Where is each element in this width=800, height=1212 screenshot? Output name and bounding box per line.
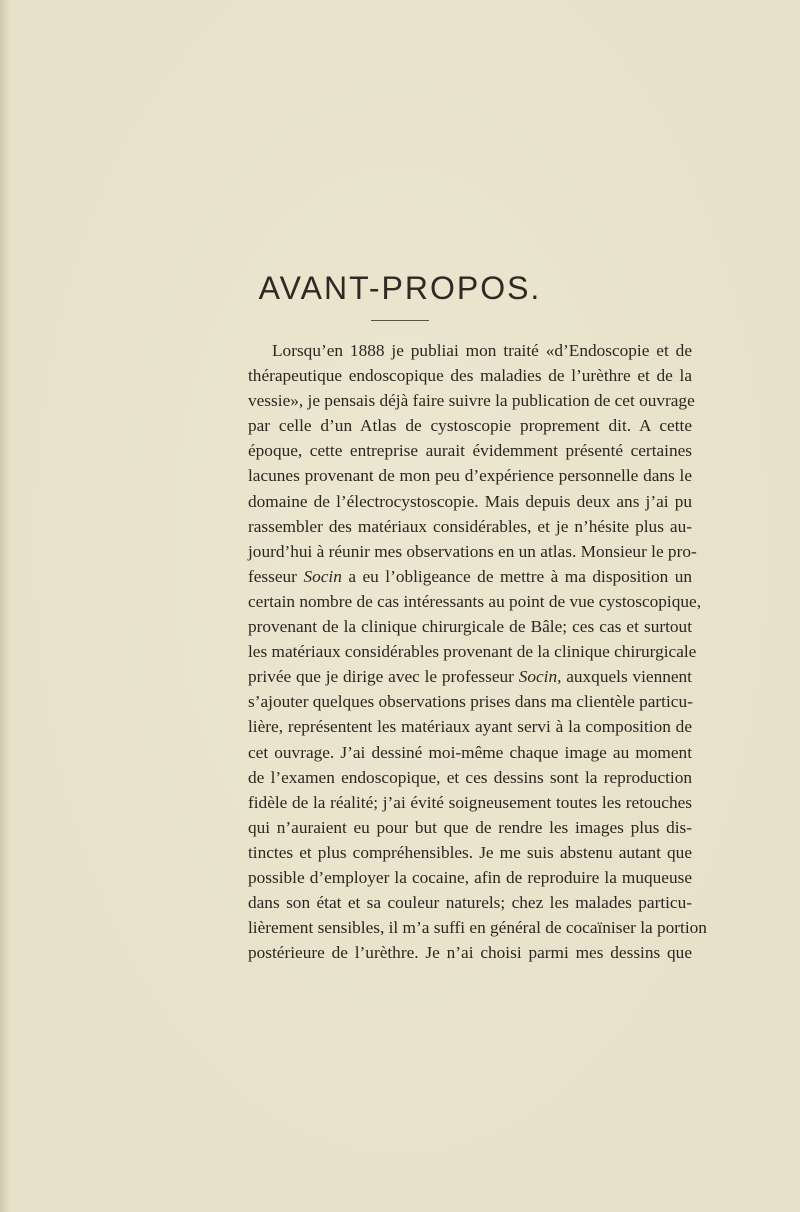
text-line: de l’examen endoscopique, et ces dessins sont la reproduction xyxy=(248,767,692,787)
text-line: lière, représentent les matériaux ayant servi à la composition de xyxy=(248,717,692,737)
text-segment: privée que je dirige avec le professeur xyxy=(248,667,519,687)
text-line: possible d’employer la cocaine, afin de reproduire la muqueuse xyxy=(248,867,692,887)
text-line: provenant de la clinique chirurgicale de Bâle; ces cas et surtout xyxy=(248,617,692,637)
text-line: postérieure de l’urèthre. Je n’ai choisi parmi mes dessins que xyxy=(248,943,692,963)
text-segment: a eu l’obligeance de mettre à ma disposition un xyxy=(341,566,693,586)
text-line: les matériaux considérables provenant de la clinique chirurgicale xyxy=(248,642,697,662)
text-segment: auxquels viennent xyxy=(561,667,692,687)
text-line: certain nombre de cas intéressants au point de vue cystoscopique, xyxy=(248,591,702,611)
text-line: époque, cette entreprise aurait évidemment présenté certaines xyxy=(248,441,692,461)
page-gutter-shadow xyxy=(0,0,10,1212)
text-segment: fesseur xyxy=(248,566,304,586)
text-line: Lorsqu’en 1888 je publiai mon traité «d’Endoscopie et de xyxy=(272,341,692,360)
text-line: qui n’auraient eu pour but que de rendre les images plus dis- xyxy=(248,817,692,837)
preface-paragraph xyxy=(248,338,707,965)
author-name-italic: Socin, xyxy=(518,667,562,687)
text-line: thérapeutique endoscopique des maladies de l’urèthre et de la xyxy=(248,366,692,386)
chapter-title: AVANT-PROPOS. xyxy=(258,270,542,306)
text-line: cet ouvrage. J’ai dessiné moi-même chaque image au moment xyxy=(248,742,692,762)
text-line: lièrement sensibles, il m’a suffi en général de cocaïniser la portion xyxy=(248,918,707,938)
text-line xyxy=(248,564,692,589)
text-line: dans son état et sa couleur naturels; chez les malades particu- xyxy=(248,893,692,913)
text-line: tinctes et plus compréhensibles. Je me suis abstenu autant que xyxy=(248,842,692,862)
text-line: par celle d’un Atlas de cystoscopie proprement dit. A cette xyxy=(248,416,692,436)
title-divider xyxy=(371,320,429,321)
text-line: vessie», je pensais déjà faire suivre la publication de cet ouvrage xyxy=(248,391,695,411)
text-line: rassembler des matériaux considérables, et je n’hésite plus au- xyxy=(248,516,692,536)
text-line: fidèle de la réalité; j’ai évité soigneusement toutes les retouches xyxy=(248,792,692,812)
author-name-italic: Socin xyxy=(303,566,342,586)
text-line xyxy=(248,664,692,689)
text-line: lacunes provenant de mon peu d’expérience personnelle dans le xyxy=(248,466,692,486)
text-line: jourd’hui à réunir mes observations en un atlas. Monsieur le pro- xyxy=(248,541,697,561)
text-line: domaine de l’électrocystoscopie. Mais depuis deux ans j’ai pu xyxy=(248,491,692,511)
text-line: s’ajouter quelques observations prises dans ma clientèle particu- xyxy=(248,692,693,712)
